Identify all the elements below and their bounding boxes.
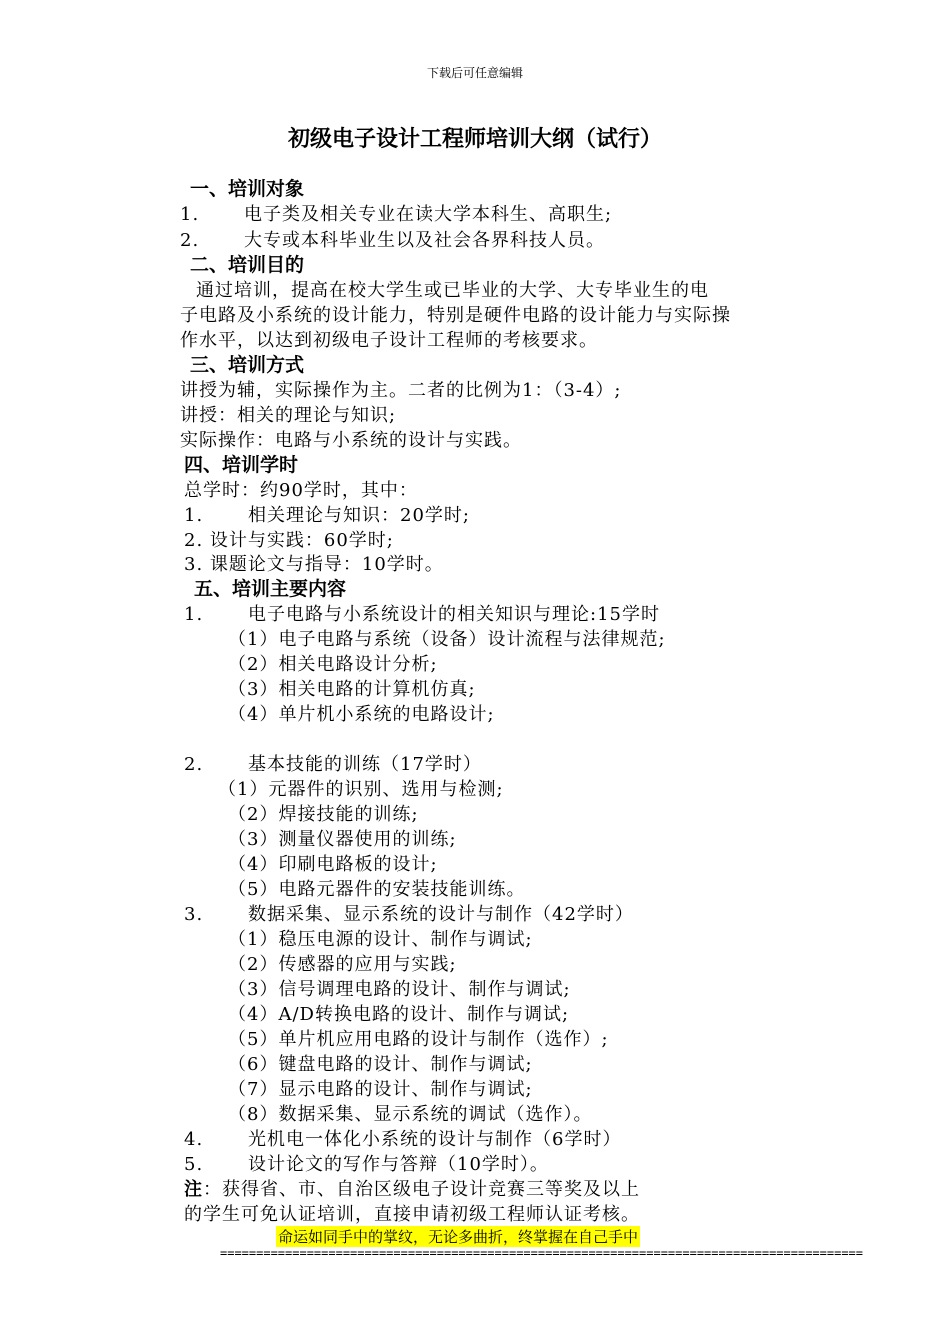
sub-item: （4）单片机小系统的电路设计; bbox=[228, 704, 495, 725]
section-3-heading: 三、培训方式 bbox=[190, 354, 305, 376]
sub-item: （3）测量仪器使用的训练; bbox=[228, 829, 457, 850]
sub-item: （4）印刷电路板的设计; bbox=[228, 854, 438, 875]
section-5-heading: 五、培训主要内容 bbox=[194, 578, 347, 600]
sub-item: （1）稳压电源的设计、制作与调试; bbox=[228, 929, 533, 950]
sub-item: （2）焊接技能的训练; bbox=[228, 804, 419, 825]
sub-item: （2）传感器的应用与实践; bbox=[228, 954, 457, 975]
sub-item: （5）电路元器件的安装技能训练。 bbox=[228, 879, 526, 900]
section-4-heading: 四、培训学时 bbox=[184, 454, 299, 476]
note-line: 的学生可免认证培训，直接申请初级工程师认证考核。 bbox=[184, 1204, 640, 1225]
sub-item: （3）信号调理电路的设计、制作与调试; bbox=[228, 979, 571, 1000]
list-item: 2. 基本技能的训练（17学时） bbox=[184, 754, 482, 775]
paragraph-line: 实际操作：电路与小系统的设计与实践。 bbox=[180, 430, 522, 451]
list-item: 1. 电子类及相关专业在读大学本科生、高职生; bbox=[180, 204, 613, 225]
list-item: 1. 电子电路与小系统设计的相关知识与理论:15学时 bbox=[184, 604, 660, 625]
list-item: 3. 课题论文与指导：10学时。 bbox=[184, 554, 444, 575]
sub-item: （4）A/D转换电路的设计、制作与调试; bbox=[228, 1004, 570, 1025]
header-note: 下载后可任意编辑 bbox=[426, 66, 523, 80]
note-label: 注 bbox=[184, 1179, 203, 1200]
section-1-heading: 一、培训对象 bbox=[190, 178, 305, 200]
sub-item: （8）数据采集、显示系统的调试（选作）。 bbox=[228, 1104, 593, 1125]
paragraph-line: 作水平，以达到初级电子设计工程师的考核要求。 bbox=[180, 330, 598, 351]
paragraph-line: 讲授：相关的理论与知识; bbox=[180, 405, 397, 426]
list-item: 4. 光机电一体化小系统的设计与制作（6学时） bbox=[184, 1129, 622, 1150]
paragraph-line: 讲授为辅，实际操作为主。二者的比例为1：（3-4）; bbox=[180, 380, 622, 401]
paragraph-line: 子电路及小系统的设计能力，特别是硬件电路的设计能力与实际操 bbox=[180, 305, 731, 326]
list-item: 1. 相关理论与知识：20学时; bbox=[184, 505, 470, 526]
paragraph-line: 通过培训，提高在校大学生或已毕业的大学、大专毕业生的电 bbox=[196, 280, 709, 301]
list-item: 2. 设计与实践：60学时; bbox=[184, 530, 394, 551]
paragraph-line: 总学时：约90学时，其中： bbox=[184, 480, 418, 501]
sub-item: （5）单片机应用电路的设计与制作（选作）; bbox=[228, 1029, 609, 1050]
footer-highlight: 命运如同手中的掌纹，无论多曲折，终掌握在自己手中 bbox=[278, 1228, 639, 1246]
sub-item: （2）相关电路设计分析; bbox=[228, 654, 438, 675]
sub-item: （1）元器件的识别、选用与检测; bbox=[218, 779, 504, 800]
document-title: 初级电子设计工程师培训大纲（试行） bbox=[287, 127, 662, 152]
list-item: 5. 设计论文的写作与答辩（10学时）。 bbox=[184, 1154, 549, 1175]
sub-item: （6）键盘电路的设计、制作与调试; bbox=[228, 1054, 533, 1075]
sub-item: （1）电子电路与系统（设备）设计流程与法律规范; bbox=[228, 629, 666, 650]
list-item: 2. 大专或本科毕业生以及社会各界科技人员。 bbox=[180, 230, 605, 251]
sub-item: （7）显示电路的设计、制作与调试; bbox=[228, 1079, 533, 1100]
note-line: 注：获得省、市、自治区级电子设计竞赛三等奖及以上 bbox=[184, 1179, 640, 1200]
list-item: 3. 数据采集、显示系统的设计与制作（42学时） bbox=[184, 904, 634, 925]
footer-rule: ========================================================================================= bbox=[220, 1246, 863, 1260]
sub-item: （3）相关电路的计算机仿真; bbox=[228, 679, 476, 700]
section-2-heading: 二、培训目的 bbox=[190, 254, 305, 276]
